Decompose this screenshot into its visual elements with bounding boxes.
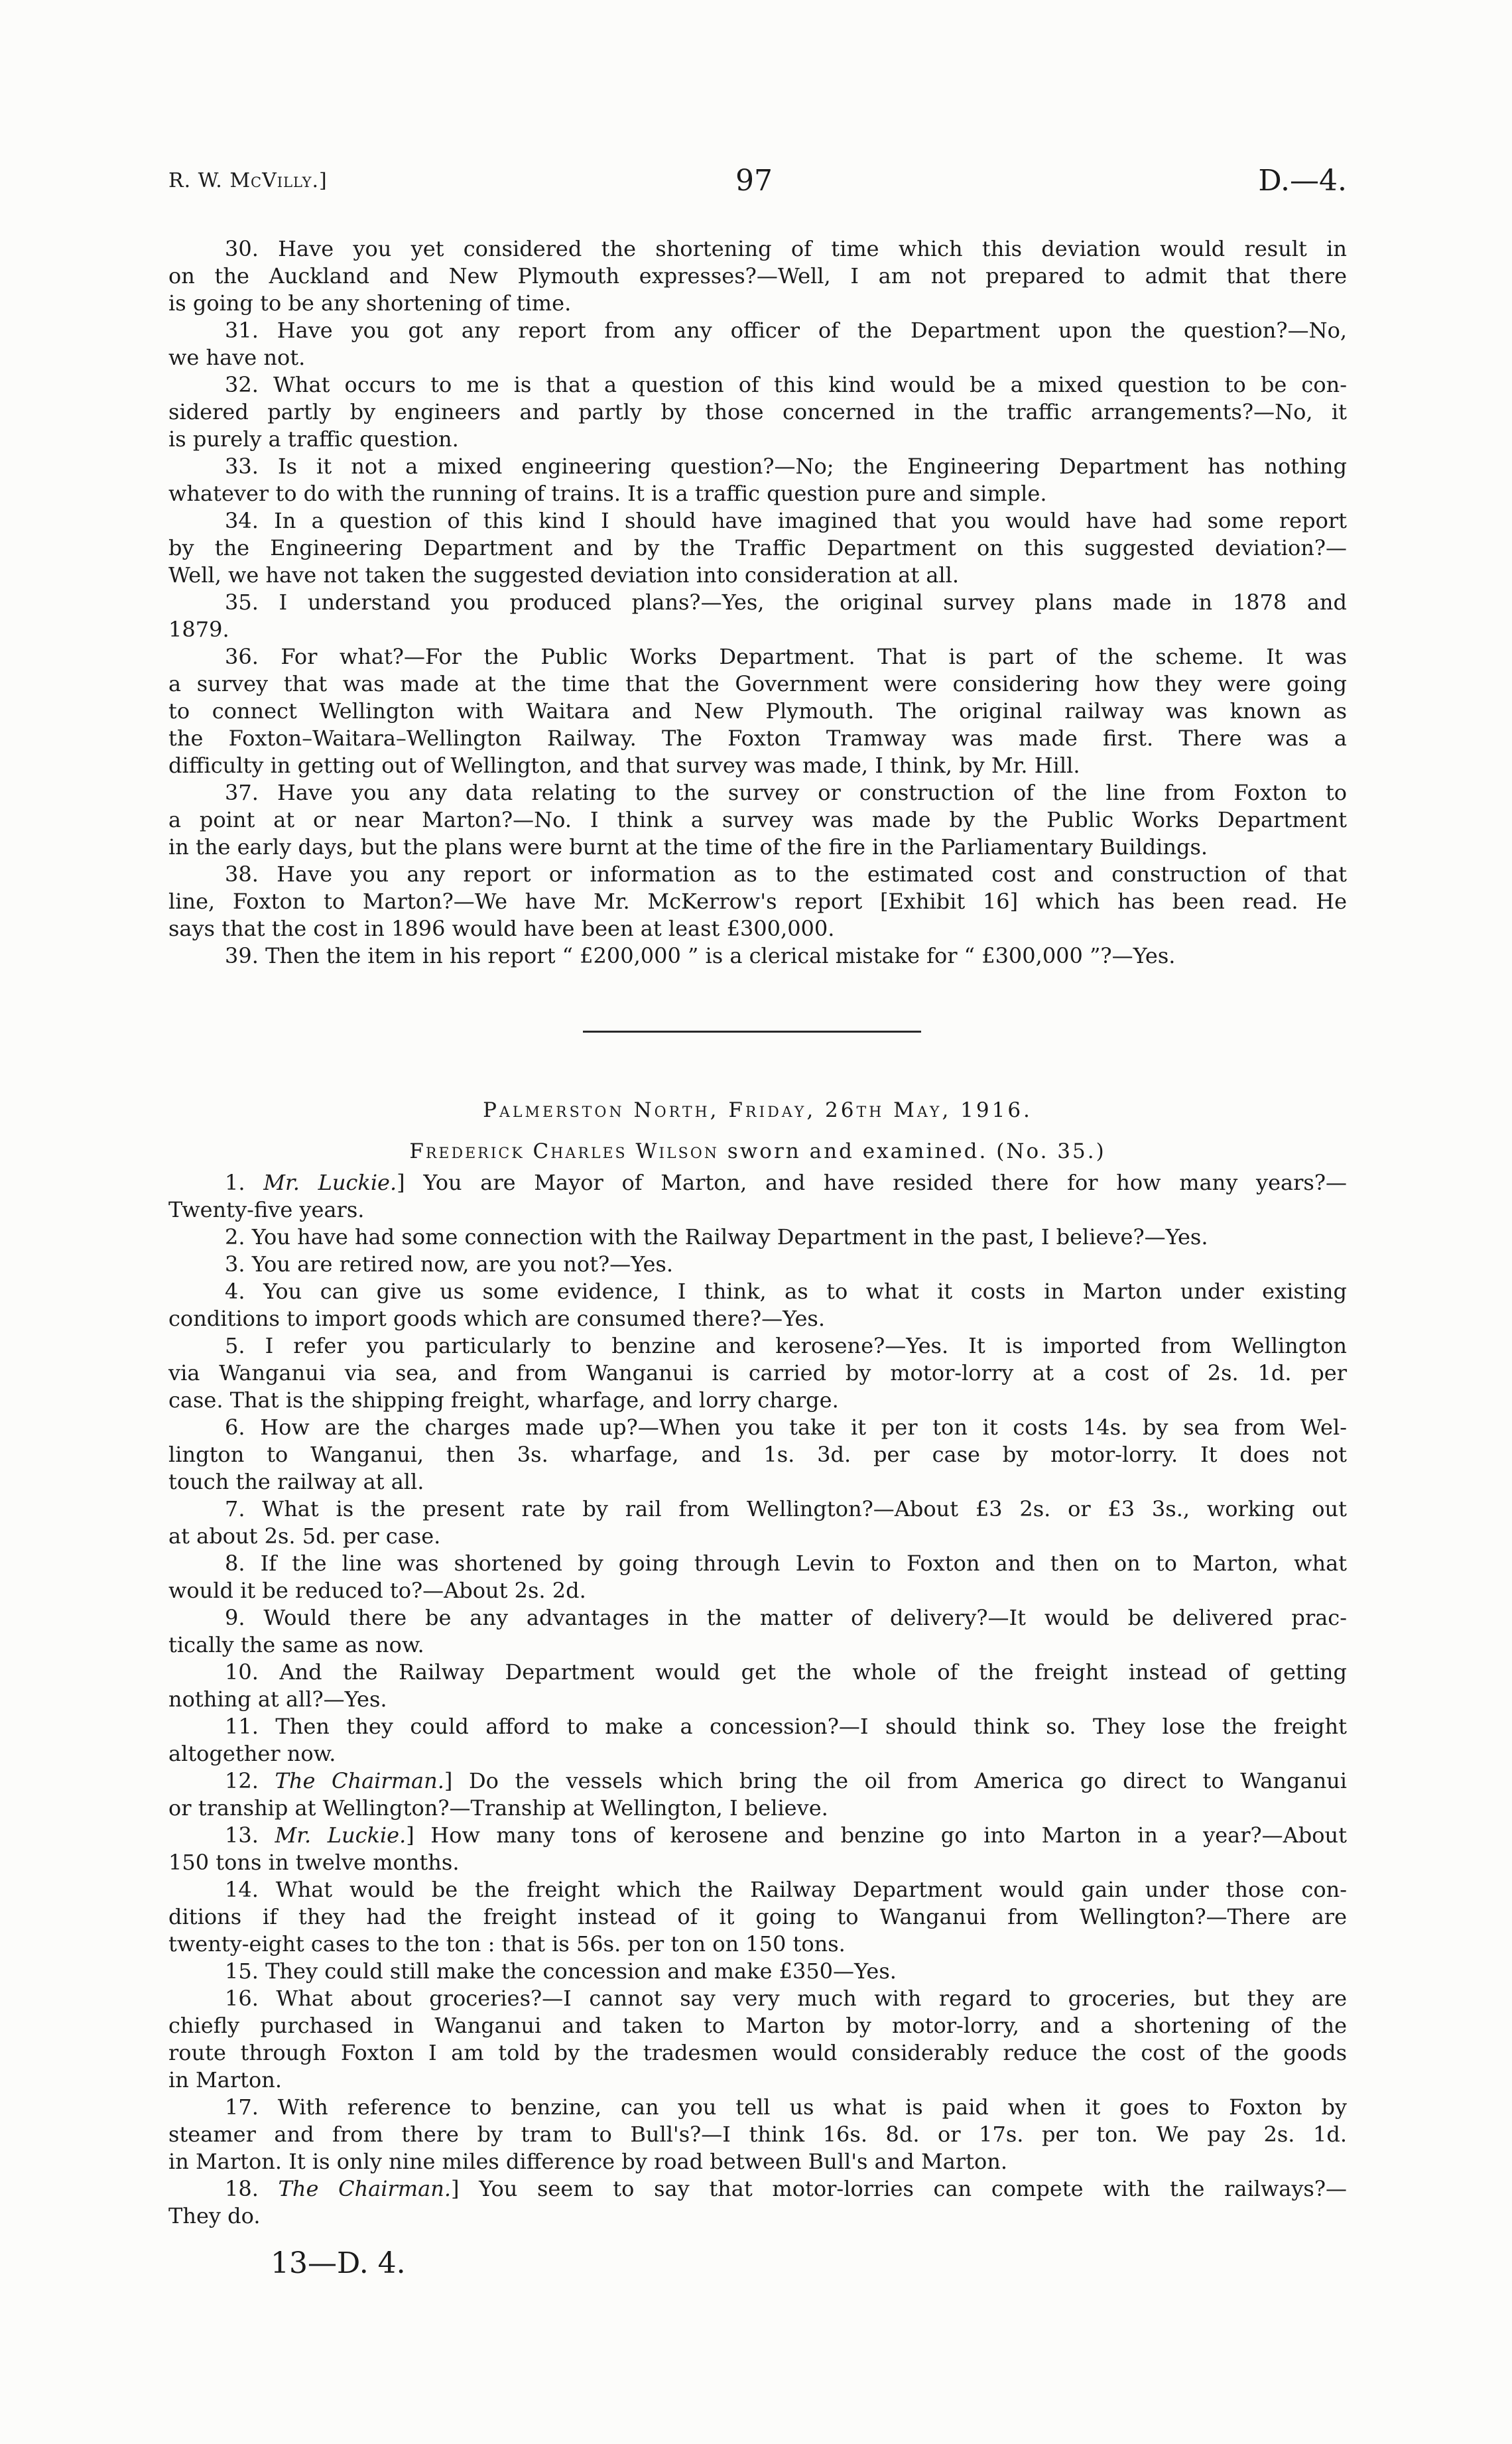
witness-line — [168, 1138, 1347, 1165]
question-number: 1. — [225, 1170, 245, 1195]
text-line: 36. For what?—For the Public Works Department. That is part of the scheme. It was — [225, 644, 1347, 669]
question-7 — [168, 1496, 1347, 1550]
text-line: case. That is the shipping freight, wharfage, and lorry charge. — [168, 1387, 839, 1413]
text-line: altogether now. — [168, 1741, 336, 1766]
text-line: 4. You can give us some evidence, I think, as to what it costs in Marton under existing — [225, 1279, 1347, 1304]
question-36 — [168, 643, 1347, 779]
testimony-wilson — [168, 1169, 1347, 2230]
text-run: ] You are Mayor of Marton, and have resided there for how many years?— — [397, 1170, 1348, 1195]
text-line — [168, 2175, 1347, 2203]
question-34 — [168, 507, 1347, 589]
question-number: 12. — [225, 1768, 259, 1793]
text-line: 15. They could still make the concession and make £350—Yes. — [225, 1959, 897, 1984]
text-line: Well, we have not taken the suggested deviation into consideration at all. — [168, 562, 960, 588]
question-number: 18. — [225, 2176, 259, 2201]
text-line — [168, 1768, 1347, 1795]
witness-status: sworn and examined. (No. 35.) — [727, 1139, 1106, 1163]
question-35 — [168, 589, 1347, 643]
question-10 — [168, 1659, 1347, 1713]
text-line: in Marton. It is only nine miles difference by road between Bull's and Marton. — [168, 2149, 1007, 2174]
text-line: via Wanganui via sea, and from Wanganui is carried by motor-lorry at a cost of 2s. 1d. per — [168, 1360, 1347, 1385]
question-3 — [168, 1251, 1347, 1278]
text-line: 5. I refer you particularly to benzine and kerosene?—Yes. It is imported from Wellington — [225, 1333, 1347, 1358]
speaker: Mr. Luckie. — [263, 1170, 397, 1195]
text-line: a point at or near Marton?—No. I think a survey was made by the Public Works Department — [168, 807, 1347, 832]
text-line — [168, 1169, 1347, 1196]
text-line: tically the same as now. — [168, 1632, 424, 1657]
speaker: Mr. Luckie. — [275, 1823, 407, 1848]
printer-signature: 13—D. 4. — [271, 2246, 406, 2280]
running-head-witness: R. W. McVilly.] — [168, 169, 328, 192]
question-number: 13. — [225, 1823, 259, 1848]
text-run: ] How many tons of kerosene and benzine go into Marton in a year?—About — [406, 1823, 1348, 1848]
text-line: we have not. — [168, 345, 306, 370]
text-line: says that the cost in 1896 would have been at least £300,000. — [168, 916, 835, 941]
text-line: whatever to do with the running of trains. It is a traffic question pure and simple. — [168, 481, 1047, 506]
text-line: to connect Wellington with Waitara and New Plymouth. The original railway was known as — [168, 698, 1347, 724]
text-run: ] You seem to say that motor-lorries can compete with the railways?— — [451, 2176, 1348, 2201]
question-14 — [168, 1876, 1347, 1958]
text-run: ] Do the vessels which bring the oil from America go direct to Wanganui — [444, 1768, 1348, 1793]
text-line: at about 2s. 5d. per case. — [168, 1523, 441, 1549]
text-line: 16. What about groceries?—I cannot say very much with regard to groceries, but they are — [225, 1986, 1347, 2011]
text-line: 34. In a question of this kind I should have imagined that you would have had some report — [225, 508, 1347, 533]
text-line: nothing at all?—Yes. — [168, 1687, 387, 1712]
text-line: or tranship at Wellington?—Tranship at Wellington, I believe. — [168, 1795, 828, 1821]
question-33 — [168, 453, 1347, 507]
text-line: a survey that was made at the time that the Government were considering how they were going — [168, 671, 1347, 696]
text-line: 38. Have you any report or information as to the estimated cost and construction of that — [225, 862, 1347, 887]
question-37 — [168, 779, 1347, 861]
speaker: The Chairman. — [278, 2176, 451, 2201]
text-line: 2. You have had some connection with the Railway Department in the past, I believe?—Yes. — [225, 1224, 1208, 1250]
question-31 — [168, 317, 1347, 371]
text-line: route through Foxton I am told by the tradesmen would considerably reduce the cost of the goods — [168, 2040, 1347, 2065]
text-line: 35. I understand you produced plans?—Yes, the original survey plans made in 1878 and — [225, 590, 1347, 615]
text-line — [168, 1822, 1347, 1849]
text-line: the Foxton–Waitara–Wellington Railway. The Foxton Tramway was made first. There was a — [168, 726, 1347, 751]
question-13 — [168, 1822, 1347, 1876]
question-9 — [168, 1604, 1347, 1659]
question-39 — [168, 942, 1347, 970]
question-8 — [168, 1550, 1347, 1604]
text-line: 10. And the Railway Department would get the whole of the freight instead of getting — [225, 1659, 1347, 1685]
text-line: 37. Have you any data relating to the survey or construction of the line from Foxton to — [225, 780, 1347, 805]
text-line: 11. Then they could afford to make a concession?—I should think so. They lose the freight — [225, 1714, 1347, 1739]
question-18 — [168, 2175, 1347, 2230]
section-divider — [583, 1031, 921, 1033]
text-line: is going to be any shortening of time. — [168, 290, 572, 316]
question-38 — [168, 861, 1347, 942]
text-line: steamer and from there by tram to Bull's?—I think 16s. 8d. or 17s. per ton. We pay 2s. 1d. — [168, 2122, 1347, 2147]
text-line: lington to Wanganui, then 3s. wharfage, and 1s. 3d. per case by motor-lorry. It does not — [168, 1442, 1347, 1467]
question-1 — [168, 1169, 1347, 1224]
text-line: Twenty-five years. — [168, 1197, 365, 1222]
question-12 — [168, 1768, 1347, 1822]
text-line: 6. How are the charges made up?—When you take it per ton it costs 14s. by sea from Wel- — [225, 1415, 1347, 1440]
text-line: is purely a traffic question. — [168, 426, 459, 452]
text-line: 150 tons in twelve months. — [168, 1850, 460, 1875]
question-11 — [168, 1713, 1347, 1768]
question-5 — [168, 1332, 1347, 1414]
question-16 — [168, 1985, 1347, 2094]
text-line: 7. What is the present rate by rail from Wellington?—About £3 2s. or £3 3s., working out — [225, 1496, 1347, 1521]
question-4 — [168, 1278, 1347, 1332]
text-line: 32. What occurs to me is that a question of this kind would be a mixed question to be con- — [225, 372, 1347, 397]
text-line: 9. Would there be any advantages in the matter of delivery?—It would be delivered prac- — [225, 1605, 1347, 1630]
text-line: 31. Have you got any report from any officer of the Department upon the question?—No, — [225, 318, 1347, 343]
text-line: ditions if they had the freight instead of it going to Wanganui from Wellington?—There are — [168, 1904, 1347, 1929]
text-line: chiefly purchased in Wanganui and taken to Marton by motor-lorry, and a shortening of the — [168, 2013, 1347, 2038]
question-6 — [168, 1414, 1347, 1496]
text-line: 8. If the line was shortened by going through Levin to Foxton and then on to Marton, what — [225, 1551, 1347, 1576]
speaker: The Chairman. — [275, 1768, 444, 1793]
text-line: in the early days, but the plans were burnt at the time of the fire in the Parliamentary Buildings. — [168, 834, 1208, 860]
text-line: on the Auckland and New Plymouth expresses?—Well, I am not prepared to admit that there — [168, 263, 1347, 289]
sitting-heading: Palmerston North, Friday, 26th May, 1916. — [483, 1098, 1033, 1122]
question-17 — [168, 2094, 1347, 2175]
text-line: would it be reduced to?—About 2s. 2d. — [168, 1578, 586, 1603]
text-line: 30. Have you yet considered the shortening of time which this deviation would result in — [225, 236, 1347, 261]
text-line: in Marton. — [168, 2067, 283, 2092]
text-line: difficulty in getting out of Wellington, and that survey was made, I think, by Mr. Hill. — [168, 753, 1080, 778]
text-line: twenty-eight cases to the ton : that is 56s. per ton on 150 tons. — [168, 1931, 846, 1957]
text-line: 1879. — [168, 617, 229, 642]
witness-name: Frederick Charles Wilson — [409, 1139, 719, 1163]
text-line: 33. Is it not a mixed engineering question?—No; the Engineering Department has nothing — [225, 454, 1347, 479]
question-2 — [168, 1224, 1347, 1251]
page-number: 97 — [735, 164, 773, 198]
text-line: 14. What would be the freight which the Railway Department would gain under those con- — [225, 1877, 1347, 1902]
text-line: They do. — [168, 2203, 261, 2228]
text-line: 39. Then the item in his report “ £200,000 ” is a clerical mistake for “ £300,000 ”?—Yes. — [225, 943, 1176, 968]
text-line: 3. You are retired now, are you not?—Yes. — [225, 1252, 673, 1277]
text-line: 17. With reference to benzine, can you tell us what is paid when it goes to Foxton by — [225, 2094, 1347, 2120]
paper-reference: D.—4. — [1258, 164, 1347, 198]
testimony-continued — [168, 235, 1347, 970]
question-32 — [168, 371, 1347, 453]
text-line: touch the railway at all. — [168, 1469, 424, 1494]
text-line: conditions to import goods which are consumed there?—Yes. — [168, 1306, 825, 1331]
text-line: by the Engineering Department and by the Traffic Department on this suggested deviation?— — [168, 535, 1347, 560]
text-line: line, Foxton to Marton?—We have Mr. McKerrow's report [Exhibit 16] which has been read. He — [168, 889, 1347, 914]
question-15 — [168, 1958, 1347, 1985]
question-30 — [168, 235, 1347, 317]
text-line: sidered partly by engineers and partly by those concerned in the traffic arrangements?—No, it — [168, 399, 1347, 424]
